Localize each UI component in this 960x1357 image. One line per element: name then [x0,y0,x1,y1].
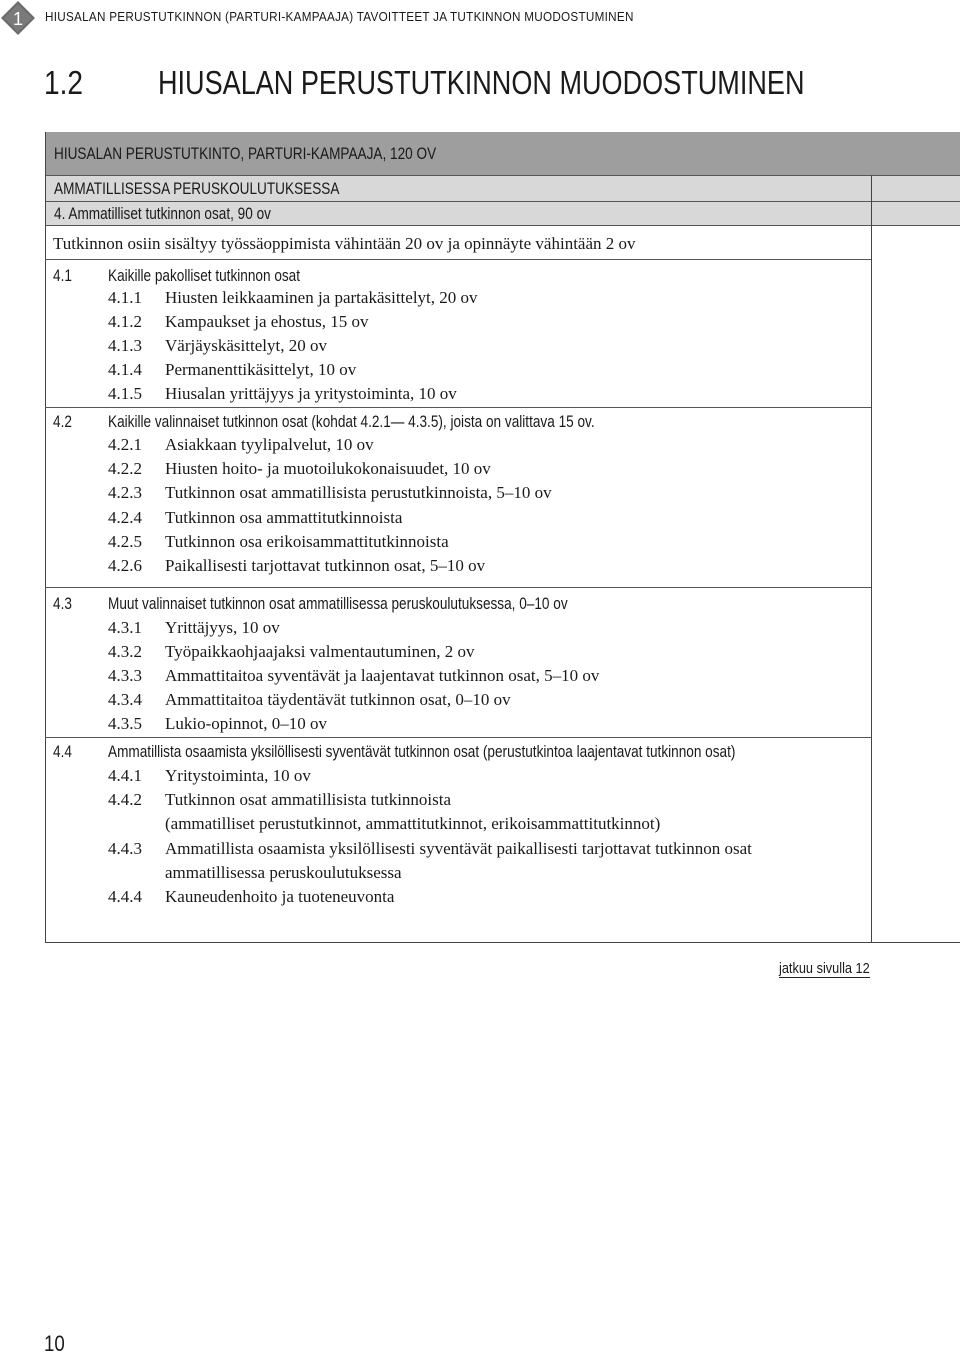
list-item-text: Työpaikkaohjaajaksi valmentautuminen, 2 ov [165,642,475,661]
section-4-1-number: 4.1 [53,266,72,285]
table-right-column-divider [871,175,872,942]
list-item-text: Tutkinnon osa erikoisammattitutkinnoista [165,532,449,551]
list-item-text: Kampaukset ja ehostus, 15 ov [165,312,369,331]
table-subtitle: AMMATILLISESSA PERUSKOULUTUKSESSA [54,179,340,198]
table-header-row [45,132,960,175]
list-item-num: 4.3.5 [108,714,142,733]
list-item-num: 4.3.2 [108,642,142,661]
list-item-num: 4.3.3 [108,666,142,685]
list-item-num: 4.1.5 [108,384,142,403]
list-item-text: Hiusalan yrittäjyys ja yritystoiminta, 10 ov [165,384,457,403]
list-item-text: Ammatillista osaamista yksilöllisesti syventävät paikallisesti tarjottavat tutkinnon osat [165,839,752,858]
list-item-num: 4.2.3 [108,483,142,502]
section-number: 1.2 [44,64,83,101]
list-item-num: 4.2.2 [108,459,142,478]
list-item-num: 4.2.6 [108,556,142,575]
list-item-num: 4.4.4 [108,887,142,906]
list-item-num: 4.4.2 [108,790,142,809]
chapter-number: 1 [12,9,24,29]
list-item-text: Tutkinnon osa ammattitutkinnoista [165,508,403,527]
list-item-num: 4.4.3 [108,839,142,858]
continued-note: jatkuu sivulla 12 [779,960,870,977]
section-4-2-title: Kaikille valinnaiset tutkinnon osat (kohdat 4.2.1— 4.3.5), joista on valittava 15 ov. [108,412,595,431]
list-item-num: 4.1.3 [108,336,142,355]
list-item-num: 4.2.1 [108,435,142,454]
list-item-num: 4.1.2 [108,312,142,331]
row-divider [45,737,871,738]
group-title: 4. Ammatilliset tutkinnon osat, 90 ov [54,204,271,223]
section-4-4-title: Ammatillista osaamista yksilöllisesti syventävät tutkinnon osat (perustutkintoa laajentavat tutkinnon osat) [108,742,736,761]
list-item-text: Värjäyskäsittelyt, 20 ov [165,336,327,355]
intro-text: Tutkinnon osiin sisältyy työssäoppimista vähintään 20 ov ja opinnäyte vähintään 2 ov [53,234,636,253]
table-body [45,225,960,943]
chapter-badge [0,0,36,36]
list-item-text: Hiusten hoito- ja muotoilukokonaisuudet, 10 ov [165,459,491,478]
row-divider [45,587,871,588]
section-4-3-number: 4.3 [53,594,72,613]
list-item-num: 4.3.1 [108,618,142,637]
list-item-text: Hiusten leikkaaminen ja partakäsittelyt, 20 ov [165,288,478,307]
list-item-num: 4.3.4 [108,690,142,709]
list-item-text-continued: ammatillisessa peruskoulutuksessa [165,863,402,882]
running-header: HIUSALAN PERUSTUTKINNON (PARTURI-KAMPAAJA) TAVOITTEET JA TUTKINNON MUODOSTUMINEN [45,9,634,24]
list-item-text: Yrittäjyys, 10 ov [165,618,280,637]
list-item-text: Yritystoiminta, 10 ov [165,766,311,785]
list-item-text: Ammattitaitoa täydentävät tutkinnon osat, 0–10 ov [165,690,511,709]
section-4-4-number: 4.4 [53,742,72,761]
list-item-text: Tutkinnon osat ammatillisista perustutkinnoista, 5–10 ov [165,483,552,502]
list-item-text: Ammattitaitoa syventävät ja laajentavat tutkinnon osat, 5–10 ov [165,666,600,685]
list-item-num: 4.2.4 [108,508,142,527]
list-item-text: Tutkinnon osat ammatillisista tutkinnoista [165,790,452,809]
row-divider [45,259,871,260]
qualification-table [45,132,960,942]
list-item-text: Asiakkaan tyylipalvelut, 10 ov [165,435,374,454]
table-subheader-row [45,175,960,202]
list-item-num: 4.2.5 [108,532,142,551]
list-item-num: 4.4.1 [108,766,142,785]
list-item-text-continued: (ammatilliset perustutkinnot, ammattitutkinnot, erikoisammattitutkinnot) [165,814,661,833]
table-group-row [45,201,960,226]
section-4-2-number: 4.2 [53,412,72,431]
page-number: 10 [44,1331,65,1356]
list-item-num: 4.1.4 [108,360,142,379]
table-title: HIUSALAN PERUSTUTKINTO, PARTURI-KAMPAAJA, 120 OV [54,144,437,163]
section-title: HIUSALAN PERUSTUTKINNON MUODOSTUMINEN [158,64,805,101]
list-item-text: Paikallisesti tarjottavat tutkinnon osat, 5–10 ov [165,556,486,575]
section-4-3-title: Muut valinnaiset tutkinnon osat ammatillisessa peruskoulutuksessa, 0–10 ov [108,594,568,613]
list-item-text: Kauneudenhoito ja tuoteneuvonta [165,887,395,906]
list-item-num: 4.1.1 [108,288,142,307]
list-item-text: Lukio-opinnot, 0–10 ov [165,714,327,733]
list-item-text: Permanenttikäsittelyt, 10 ov [165,360,357,379]
row-divider [45,407,871,408]
section-4-1-title: Kaikille pakolliset tutkinnon osat [108,266,301,285]
